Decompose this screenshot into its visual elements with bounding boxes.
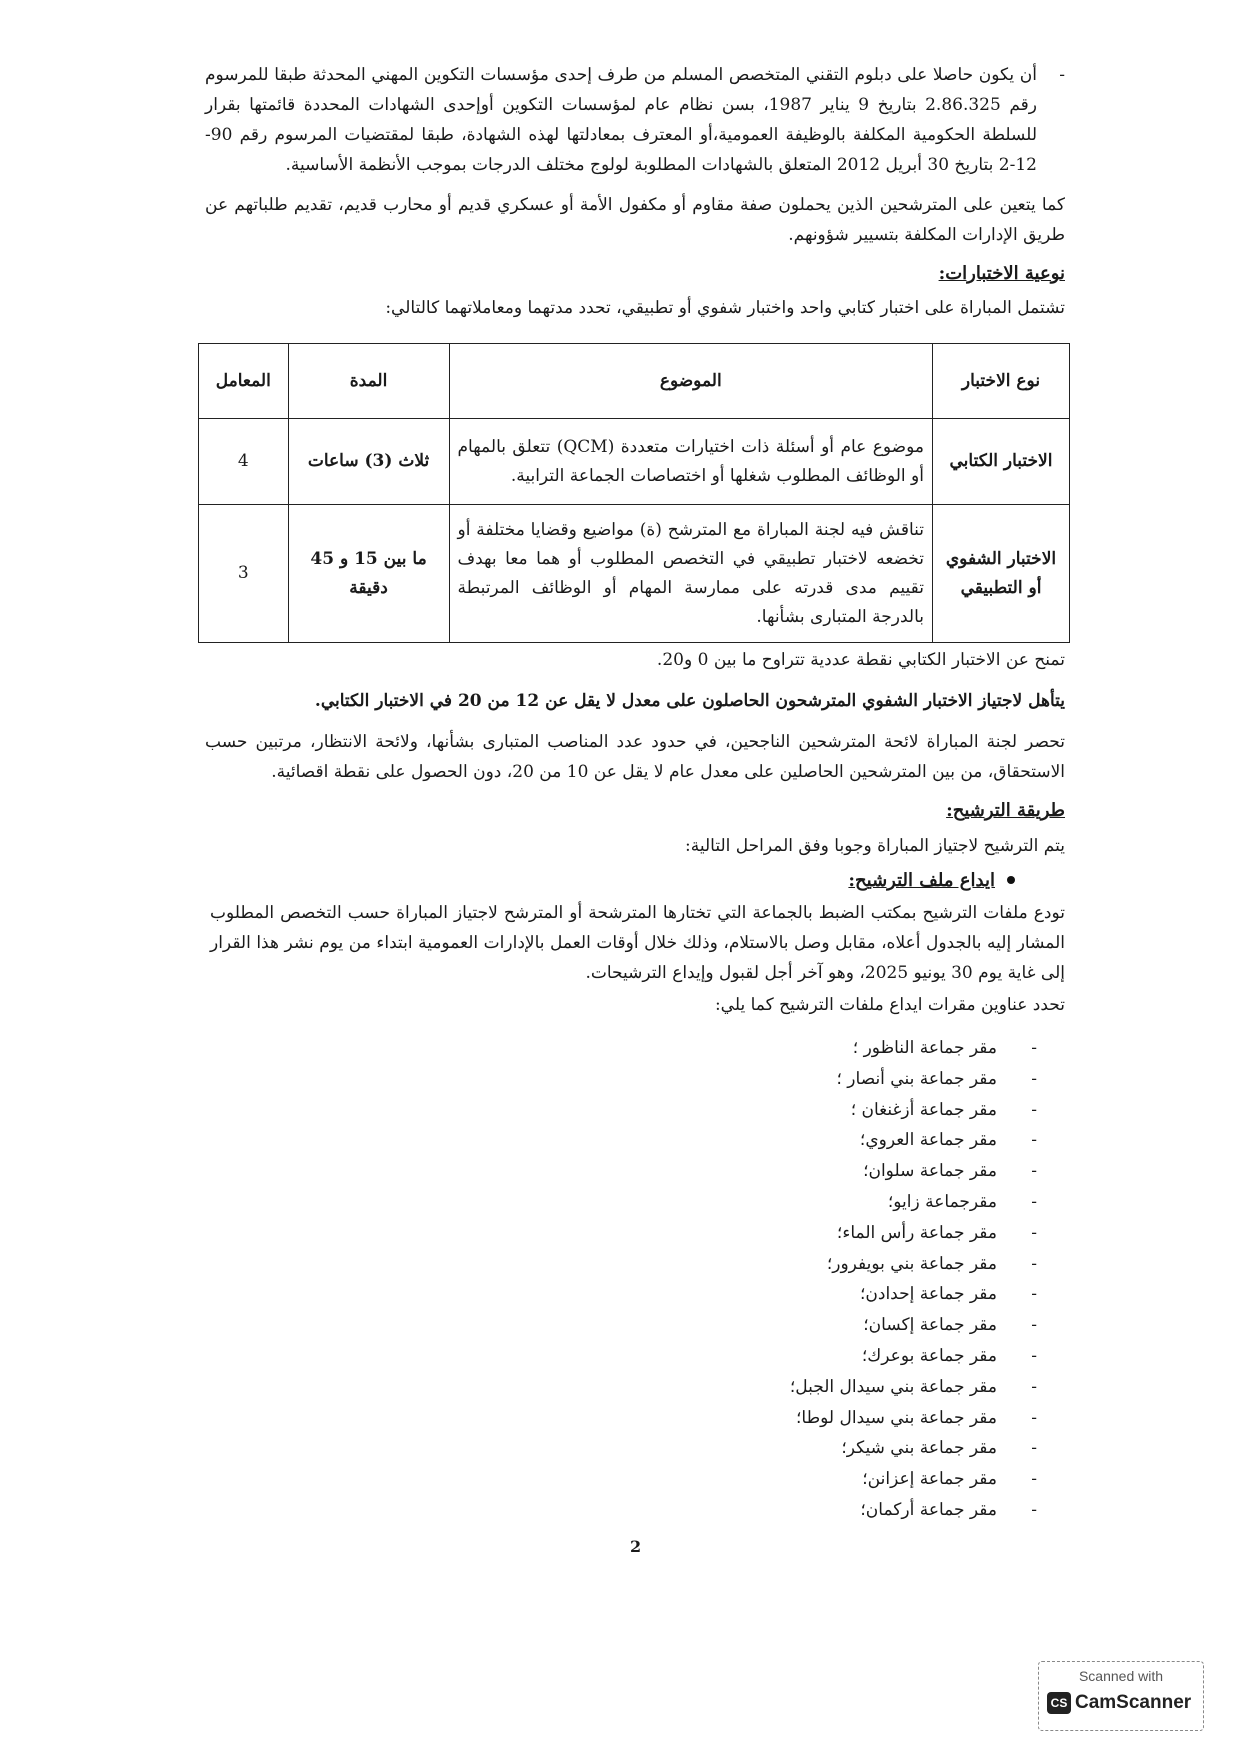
row1-subject: موضوع عام أو أسئلة ذات اختيارات متعددة (QCM) تتعلق بالمهام أو الوظائف المطلوب شغلها أو اختصاصات الجماعة الترابية. [449,419,932,505]
header-coefficient: المعامل [199,344,289,419]
list-item: - مقر جماعة الناظور ؛ [790,1033,1015,1064]
header-subject: الموضوع [449,344,932,419]
list-item: - مقر جماعة بوعرك؛ [790,1341,1015,1372]
list-item: - مقر جماعة سلوان؛ [790,1156,1015,1187]
list-item: - مقر جماعة بني سيدال الجبل؛ [790,1372,1015,1403]
veterans-note: كما يتعين على المترشحين الذين يحملون صفة مقاوم أو مكفول الأمة أو عسكري قديم أو محارب قديم، تقديم طلباتهم عن طريق الإدارات المكلفة بتسيير شؤونهم. [205,195,1065,245]
written-score-note: تمنح عن الاختبار الكتابي نقطة عددية تتراوح ما بين 0 و20. [656,650,1065,670]
oral-eligibility-note: يتأهل لاجتياز الاختبار الشفوي المترشحون الحاصلون على معدل لا يقل عن 12 من 20 في الاختبار الكتابي. [314,691,1065,711]
places-list [790,1033,1015,1526]
list-item: - مقر جماعة بني شيكر؛ [790,1433,1015,1464]
list-item: - مقر جماعة العروي؛ [790,1125,1015,1156]
page-number: 2 [630,1537,642,1556]
tests-table [198,343,1070,643]
row1-type: الاختبار الكتابي [932,419,1069,505]
application-intro: يتم الترشيح لاجتياز المباراة وجوبا وفق المراحل التالية: [684,836,1065,856]
list-item: - مقر جماعة إحدادن؛ [790,1279,1015,1310]
deposit-bullet-title: ايداع ملف الترشيح: [848,870,995,891]
bullet-dot-icon [1007,876,1015,884]
row1-duration: ثلاث (3) ساعات [288,419,449,505]
list-item: - مقر جماعة بني بويفرور؛ [790,1249,1015,1280]
addresses-intro: تحدد عناوين مقرات ايداع ملفات الترشيح كما يلي: [714,995,1065,1015]
row2-type: الاختبار الشفوي أو التطبيقي [932,505,1069,643]
final-list-note: تحصر لجنة المباراة لائحة المترشحين الناجحين، في حدود عدد المناصب المتبارى بشأنها، ولائحة الانتظار، مرتبين حسب الاستحقاق، من بين المترشحين الحاصلين على معدل عام لا يقل عن 10 من 20، دون الحصول على نقطة اقصائية. [205,732,1065,782]
camscanner-logo-icon: CS [1047,1692,1071,1714]
table-row [199,505,1070,643]
tests-intro: تشتمل المباراة على اختبار كتابي واحد واختبار شفوي أو تطبيقي، تحدد مدتهما ومعاملاتهما كالتالي: [385,298,1065,318]
header-test-type: نوع الاختبار [932,344,1069,419]
application-heading: طريقة الترشيح: [946,800,1065,821]
list-item: - مقر جماعة إكسان؛ [790,1310,1015,1341]
camscanner-watermark [1038,1661,1204,1731]
scanner-caption: Scanned with [1078,1668,1164,1684]
deposit-text: تودع ملفات الترشيح بمكتب الضبط بالجماعة التي تختارها المترشحة أو المترشح لاجتياز المباراة حسب التخصص المطلوب المشار إليه بالجدول أعلاه، مقابل وصل بالاستلام، وذلك خلال أوقات العمل بالإدارات العمومية ابتداء من يوم نشر هذا القرار إلى غاية يوم 30 يونيو 2025، وهو آخر أجل لقبول وإيداع الترشيحات. [210,903,1065,983]
list-item: - مقر جماعة بني أنصار ؛ [790,1064,1015,1095]
table-header-row [199,344,1070,419]
row2-coefficient: 3 [199,505,289,643]
list-item: - مقر جماعة رأس الماء؛ [790,1218,1015,1249]
header-duration: المدة [288,344,449,419]
scanner-brand-text: CamScanner [1075,1692,1192,1714]
list-item: - مقر جماعة بني سيدال لوطا؛ [790,1403,1015,1434]
scanner-brand [1047,1692,1191,1714]
tests-heading: نوعية الاختبارات: [938,263,1065,284]
row2-duration: ما بين 15 و 45 دقيقة [288,505,449,643]
list-item: - مقر جماعة أركمان؛ [790,1495,1015,1526]
list-item: - مقر جماعة أزغنغان ؛ [790,1095,1015,1126]
diploma-condition: - أن يكون حاصلا على دبلوم التقني المتخصص المسلم من طرف إحدى مؤسسات التكوين المهني المحدثة طبقا للمرسوم رقم 2.86.325 بتاريخ 9 يناير 1987، بسن نظام عام لمؤسسات التكوين أوإحدى الشهادات المحددة قائمتها بقرار للسلطة الحكومية المكلفة بالوظيفة العمومية،أو المعترف بمعادلتها لهذه الشهادة، طبقا لمقتضيات المرسوم رقم 90-12-2 بتاريخ 30 أبريل 2012 المتعلق بالشهادات المطلوبة لولوج مختلف الدرجات بموجب الأنظمة الأساسية. [205,60,1037,180]
table-row [199,419,1070,505]
list-item: - مقرجماعة زايو؛ [790,1187,1015,1218]
row2-subject: تناقش فيه لجنة المباراة مع المترشح (ة) مواضيع وقضايا مختلفة أو تخضعه لاختبار تطبيقي في التخصص المطلوب أو هما معا بهدف تقييم مدى قدرته على ممارسة المهام أو الوظائف المرتبطة بالدرجة المتبارى بشأنها. [449,505,932,643]
row1-coefficient: 4 [199,419,289,505]
list-item: - مقر جماعة إعزانن؛ [790,1464,1015,1495]
